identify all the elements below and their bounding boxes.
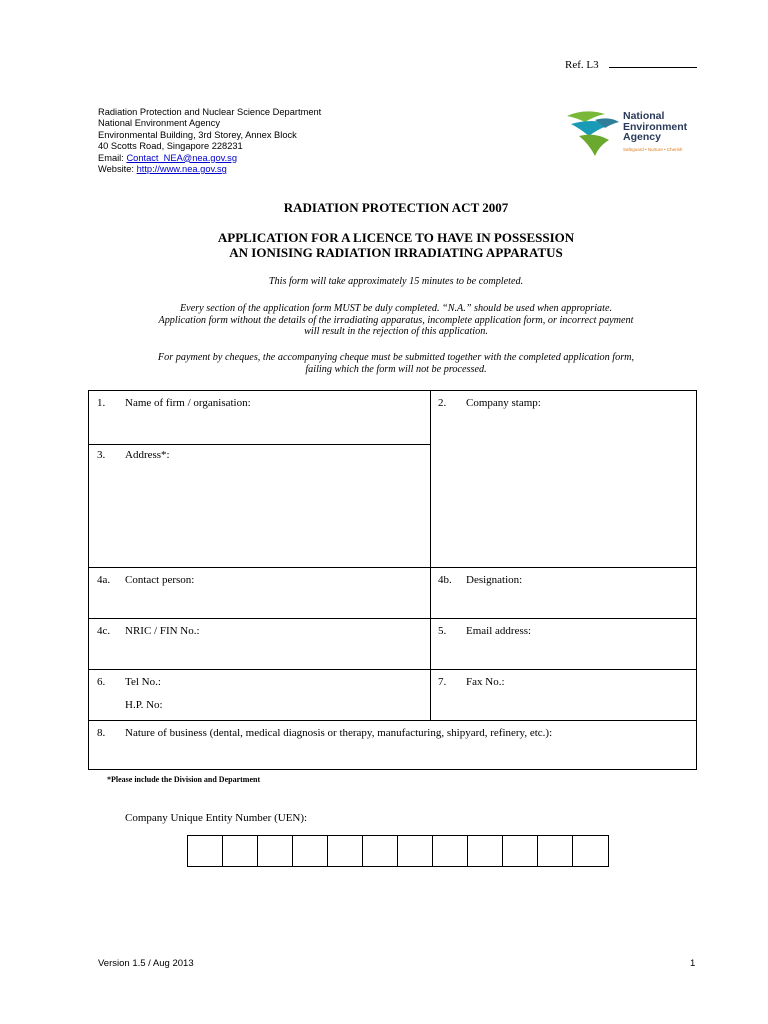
application-title-line1: APPLICATION FOR A LICENCE TO HAVE IN POSSESSION <box>217 230 575 245</box>
row-divider <box>89 618 696 619</box>
uen-char-box[interactable] <box>258 836 293 866</box>
uen-char-box[interactable] <box>503 836 538 866</box>
field-number: 8. <box>97 727 106 739</box>
application-title-line2: AN IONISING RADIATION IRRADIATING APPARATUS <box>229 245 563 260</box>
email-link[interactable]: Contact_NEA@nea.gov.sg <box>126 152 237 163</box>
uen-char-box[interactable] <box>433 836 468 866</box>
uen-char-box[interactable] <box>573 836 608 866</box>
field-number: 3. <box>97 449 106 461</box>
nea-swoosh-icon <box>565 106 623 158</box>
agency-address-block <box>98 107 321 175</box>
uen-char-box[interactable] <box>468 836 503 866</box>
uen-input-grid <box>187 835 609 867</box>
column-divider <box>430 391 431 720</box>
version-footer: Version 1.5 / Aug 2013 <box>98 958 194 969</box>
field-label: Address*: <box>125 449 170 461</box>
website-label: Website: <box>98 164 134 175</box>
address-footnote: *Please include the Division and Department <box>107 775 261 784</box>
street-line: 40 Scotts Road, Singapore 228231 <box>98 141 243 152</box>
reference-number <box>565 57 697 71</box>
email-line <box>98 153 321 164</box>
agency-name: National Environment Agency <box>98 118 220 129</box>
website-link[interactable]: http://www.nea.gov.sg <box>136 164 227 175</box>
uen-char-box[interactable] <box>363 836 398 866</box>
field-number: 2. <box>438 397 447 409</box>
field-label: Name of firm / organisation: <box>125 397 251 409</box>
field-label: Company stamp: <box>466 397 541 409</box>
uen-char-box[interactable] <box>328 836 363 866</box>
field-number: 5. <box>438 625 447 637</box>
building-line: Environmental Building, 3rd Storey, Annex Block <box>98 129 297 140</box>
completion-note: Every section of the application form MUST be duly completed. “N.A.” should be used when appropriate. Application form without the details of the irradiating apparatus, incomplete application form, or incorrect payment will result in the rejection of this application. <box>158 303 634 338</box>
row-divider <box>89 444 430 445</box>
row-divider <box>89 567 696 568</box>
uen-char-box[interactable] <box>223 836 258 866</box>
nea-logo <box>565 106 705 158</box>
application-form-table <box>88 390 697 770</box>
ref-label: Ref. L3 <box>565 59 599 71</box>
field-label-hp: H.P. No: <box>125 699 163 711</box>
field-number: 6. <box>97 676 106 688</box>
uen-char-box[interactable] <box>538 836 573 866</box>
field-number: 1. <box>97 397 106 409</box>
row-divider <box>89 669 696 670</box>
uen-char-box[interactable] <box>398 836 433 866</box>
field-label: Contact person: <box>125 574 195 586</box>
page-number: 1 <box>690 958 696 969</box>
act-title: RADIATION PROTECTION ACT 2007 <box>283 200 509 215</box>
uen-char-box[interactable] <box>188 836 223 866</box>
uen-label: Company Unique Entity Number (UEN): <box>125 812 308 824</box>
ref-blank-line[interactable] <box>609 57 697 68</box>
website-line <box>98 164 321 175</box>
field-number: 4a. <box>97 574 111 586</box>
field-label: Designation: <box>466 574 523 586</box>
field-label: NRIC / FIN No.: <box>125 625 200 637</box>
field-label: Fax No.: <box>466 676 505 688</box>
field-label: Nature of business (dental, medical diagnosis or therapy, manufacturing, shipyard, refinery, etc.): <box>125 727 553 739</box>
logo-wordmark: National Environment Agency <box>623 110 688 143</box>
field-label: Email address: <box>466 625 532 637</box>
dept-name: Radiation Protection and Nuclear Science Department <box>98 107 322 117</box>
field-number: 7. <box>438 676 447 688</box>
logo-tagline: Safeguard • Nurture • Cherish <box>623 147 683 152</box>
time-note: This form will take approximately 15 minutes to be completed. <box>268 276 524 287</box>
field-number: 4b. <box>438 574 452 586</box>
cheque-note: For payment by cheques, the accompanying cheque must be submitted together with the completed application form, failing which the form will not be processed. <box>157 352 635 375</box>
email-label: Email: <box>98 152 124 163</box>
field-number: 4c. <box>97 625 111 637</box>
uen-char-box[interactable] <box>293 836 328 866</box>
field-label: Tel No.: <box>125 676 161 688</box>
row-divider <box>89 720 696 721</box>
